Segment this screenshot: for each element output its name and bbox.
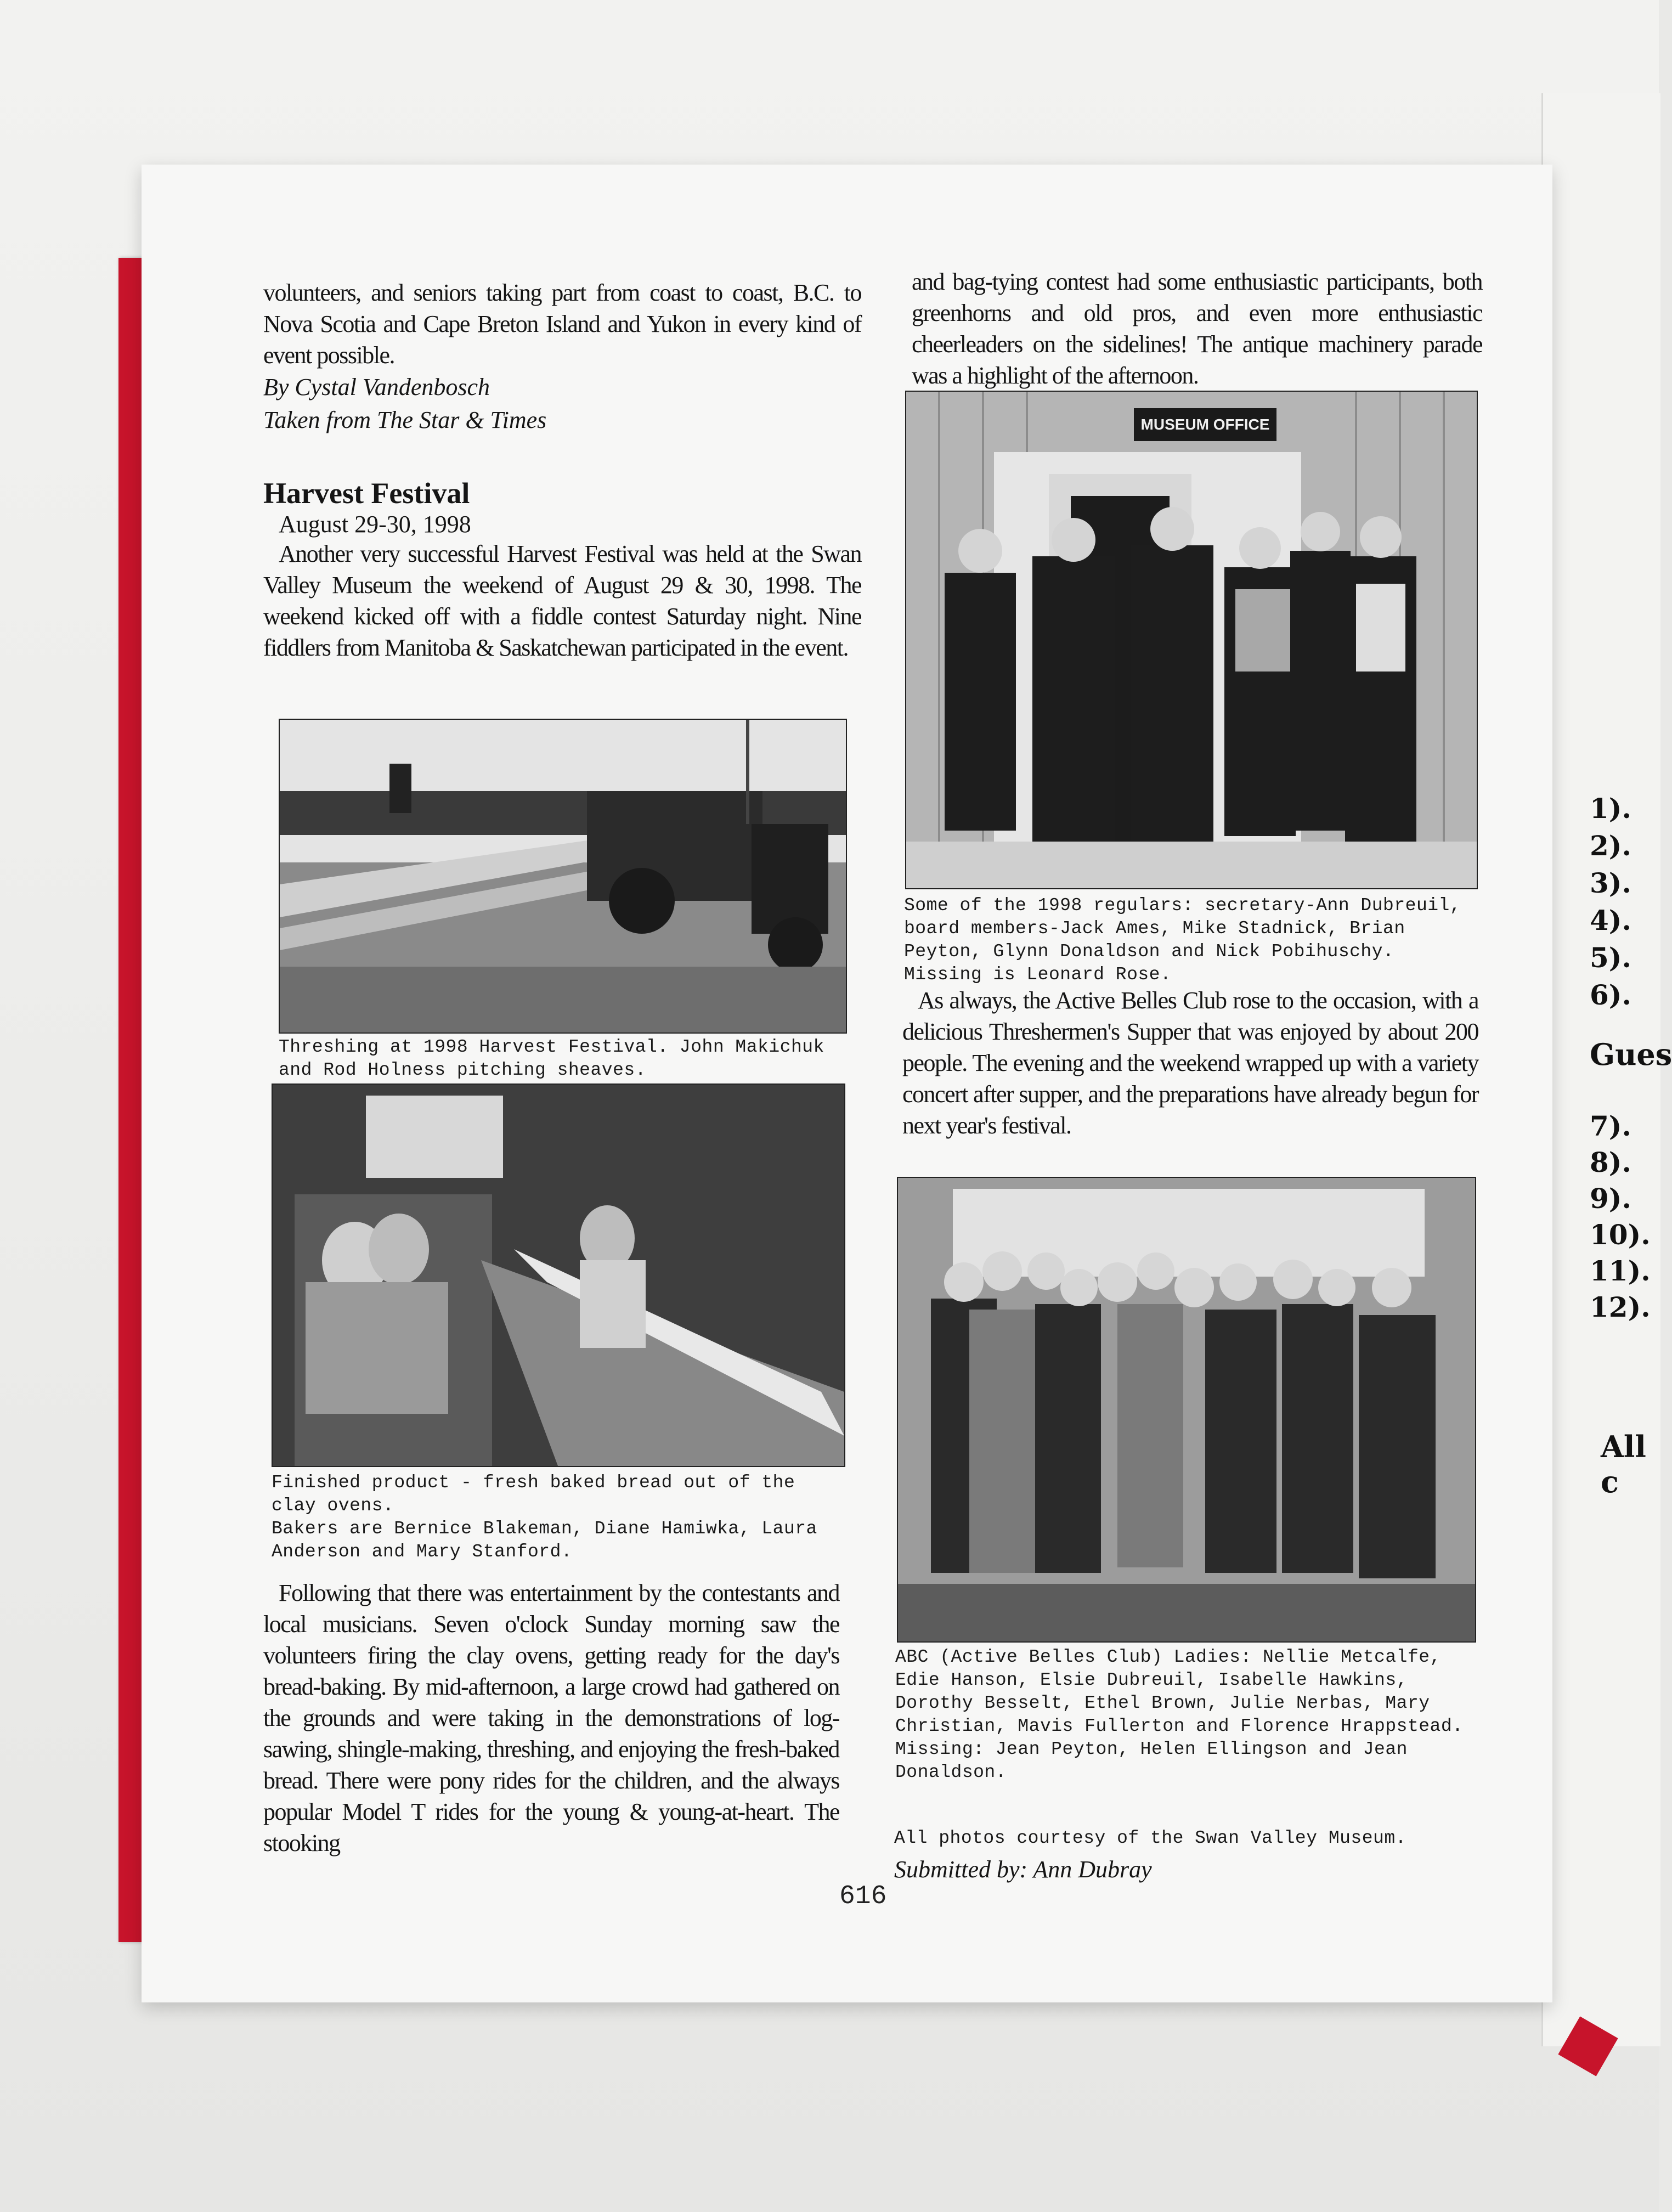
museum-caption-wrap bbox=[904, 894, 1480, 986]
submitted-by: Submitted by: Ann Dubray bbox=[894, 1856, 1152, 1883]
source-credit: Taken from The Star & Times bbox=[263, 407, 547, 433]
museum-caption: Some of the 1998 regulars: secretary-Ann Dubreuil, board members-Jack Ames, Mike Stadnick, Brian Peyton, Glynn Donaldson and Nick Pobihuschy. Missing is Leonard Rose. bbox=[904, 895, 1461, 985]
photos-credit: All photos courtesy of the Swan Valley Museum. bbox=[894, 1828, 1406, 1848]
left-column-intro bbox=[263, 277, 861, 437]
facing-list-item: 2). bbox=[1590, 830, 1631, 862]
facing-list-item: 7). bbox=[1590, 1110, 1631, 1142]
page-number: 616 bbox=[839, 1882, 887, 1911]
threshing-caption-wrap bbox=[279, 1036, 855, 1082]
facing-list-item: 6). bbox=[1590, 979, 1631, 1011]
belles-caption-1: ABC (Active Belles Club) Ladies: Nellie Metcalfe, Edie Hanson, Elsie Dubreuil, Isabelle Hawkins, Dorothy Besselt, Ethel Brown, Julie Nerbas, Mary Christian, Mavis Fullerton and Florence Hrappstead. bbox=[895, 1647, 1464, 1736]
facing-list-item: 5). bbox=[1590, 941, 1631, 974]
facing-list-item: 11). bbox=[1590, 1255, 1651, 1287]
paragraph-1: Another very successful Harvest Festival was held at the Swan Valley Museum the weekend of August 29 & 30, 1998. The weekend kicked off with a fiddle contest Saturday night. Nine fiddlers from Manitoba & Saskatchewan participated in the event. bbox=[263, 540, 861, 661]
museum-office-photo bbox=[905, 391, 1478, 889]
harvest-festival-section bbox=[263, 476, 861, 663]
facing-heading: Gues bbox=[1590, 1037, 1672, 1072]
facing-list-item: 1). bbox=[1590, 792, 1631, 825]
facing-list-item: 10). bbox=[1590, 1218, 1651, 1251]
intro-text: volunteers, and seniors taking part from coast to coast, B.C. to Nova Scotia and Cape Breton Island and Yukon in every kind of event possible. bbox=[263, 279, 861, 369]
credit-wrap bbox=[894, 1827, 1476, 1886]
facing-list-item: 3). bbox=[1590, 867, 1631, 899]
section-title: Harvest Festival bbox=[263, 477, 470, 510]
facing-footer-fragment: All c bbox=[1601, 1429, 1646, 1499]
byline: By Cystal Vandenbosch bbox=[263, 374, 490, 400]
continuation-wrap bbox=[912, 266, 1482, 391]
facing-list-item: 8). bbox=[1590, 1146, 1631, 1178]
bread-caption-2: Bakers are Bernice Blakeman, Diane Hamiwka, Laura Anderson and Mary Stanford. bbox=[272, 1519, 817, 1562]
active-belles-photo bbox=[897, 1177, 1476, 1643]
bread-photo bbox=[272, 1084, 845, 1467]
belles-caption-wrap bbox=[895, 1646, 1477, 1784]
continuation-text: and bag-tying contest had some enthusiastic participants, both greenhorns and old pros, and even more enthusiastic cheerleaders on the sidelines! The antique machinery parade was a highlight of the afternoon. bbox=[912, 268, 1482, 389]
threshing-photo bbox=[279, 719, 847, 1034]
facing-list-item: 4). bbox=[1590, 904, 1631, 936]
bread-caption-1: Finished product - fresh baked bread out of the clay ovens. bbox=[272, 1472, 795, 1516]
facing-list-item: 9). bbox=[1590, 1182, 1631, 1215]
paragraph-3-wrap bbox=[902, 985, 1478, 1141]
threshing-caption: Threshing at 1998 Harvest Festival. John Makichuk and Rod Holness pitching sheaves. bbox=[279, 1037, 824, 1080]
paragraph-3: As always, the Active Belles Club rose to the occasion, with a delicious Threshermen's Supper that was enjoyed by about 200 people. The evening and the weekend wrapped up with a variety concert after supper, and the preparations have already begun for next year's festival. bbox=[902, 987, 1478, 1139]
facing-list-1 bbox=[1590, 790, 1631, 1014]
section-date: August 29-30, 1998 bbox=[279, 511, 471, 538]
paragraph-2: Following that there was entertainment by the contestants and local musicians. Seven o'clock Sunday morning saw the volunteers firing the clay ovens, getting ready for the day's bread-baking. By mid-afternoon, a large crowd had gathered on the grounds and were taking in the demonstrations of log-sawing, shingle-making, threshing, and enjoying the fresh-baked bread. There were pony rides for the children, and the always popular Model T rides for the young & young-at-heart. The stooking bbox=[263, 1579, 839, 1857]
paragraph-2-wrap bbox=[263, 1577, 839, 1859]
museum-office-sign: MUSEUM OFFICE bbox=[1140, 416, 1270, 433]
belles-caption-2: Missing: Jean Peyton, Helen Ellingson and Jean Donaldson. bbox=[895, 1739, 1408, 1782]
facing-list-2 bbox=[1590, 1108, 1651, 1325]
facing-list-item: 12). bbox=[1590, 1291, 1651, 1323]
bread-caption-wrap bbox=[272, 1471, 848, 1564]
